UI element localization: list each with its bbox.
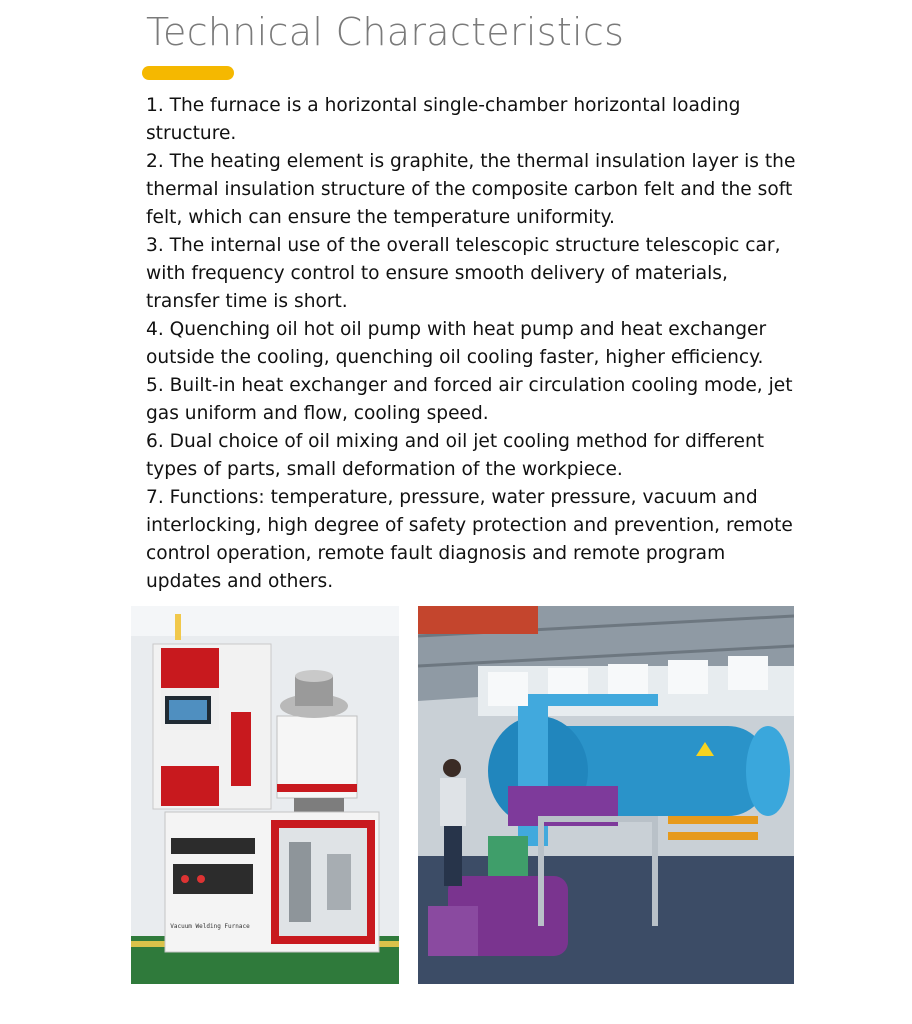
characteristic-item-3: 3. The internal use of the overall telescopic structure telescopic car, with frequency control to ensure smooth delivery of materials, transfer time is short.	[146, 235, 781, 312]
characteristic-item-7: 7. Functions: temperature, pressure, water pressure, vacuum and interlocking, high degree of safety protection and prevention, remote control operation, remote fault diagnosis and remote program updates and others.	[146, 487, 793, 592]
characteristic-item-2: 2. The heating element is graphite, the thermal insulation layer is the thermal insulation structure of the composite carbon felt and the soft felt, which can ensure the temperature uniformity.	[146, 151, 796, 228]
machine-label: Vacuum Welding Furnace	[170, 923, 250, 930]
title-accent-bar	[142, 66, 234, 80]
page-title: Technical Characteristics	[146, 10, 625, 54]
characteristic-item-5: 5. Built-in heat exchanger and forced air circulation cooling mode, jet gas uniform and flow, cooling speed.	[146, 375, 793, 424]
characteristic-item-4: 4. Quenching oil hot oil pump with heat pump and heat exchanger outside the cooling, quenching oil cooling faster, higher efficiency.	[146, 319, 767, 368]
characteristics-list	[146, 92, 806, 596]
workshop-photo	[418, 606, 794, 984]
characteristic-item-6: 6. Dual choice of oil mixing and oil jet cooling method for different types of parts, small deformation of the workpiece.	[146, 431, 765, 480]
characteristic-item-1: 1. The furnace is a horizontal single-chamber horizontal loading structure.	[146, 95, 741, 144]
furnace-photo	[131, 606, 399, 984]
